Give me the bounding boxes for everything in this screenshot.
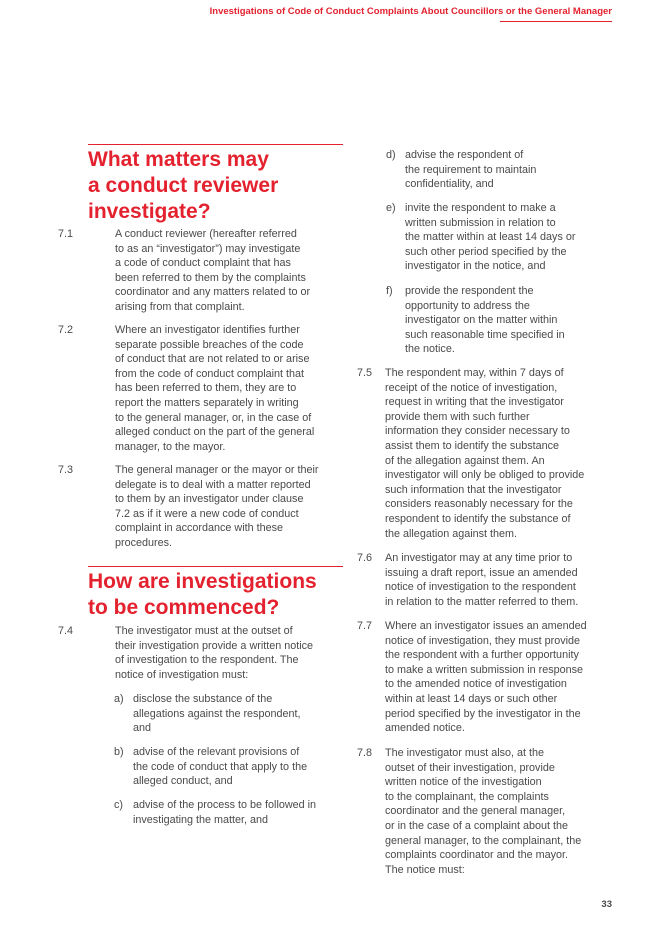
- text-line: procedures.: [115, 536, 173, 549]
- text-line: of conduct that are not related to or arise: [115, 353, 310, 366]
- text-line: the code of conduct that apply to the: [133, 760, 308, 773]
- text-line: complaint in accordance with these: [115, 522, 284, 535]
- text-line: of investigation to the respondent. The: [115, 654, 299, 667]
- text-line: to the complainant, the complaints: [385, 790, 549, 803]
- list-text: [133, 745, 353, 789]
- text-line: investigate?: [88, 200, 211, 223]
- text-line: advise the respondent of: [405, 149, 524, 161]
- clause-text: [385, 746, 625, 877]
- text-line: to as an “investigator”) may investigate: [115, 242, 301, 255]
- text-line: outset of their investigation, provide: [385, 761, 555, 774]
- text-line: confidentiality, and: [405, 178, 494, 191]
- clause-text: [115, 227, 355, 315]
- text-line: delegate is to deal with a matter reported: [115, 478, 311, 491]
- text-line: An investigator may at any time prior to: [385, 552, 573, 564]
- text-line: coordinator and any matters related to or: [115, 286, 311, 299]
- list-text: [405, 201, 630, 274]
- text-line: The notice must:: [385, 863, 465, 876]
- text-line: amended notice.: [385, 722, 465, 735]
- text-line: A conduct reviewer (hereafter referred: [115, 228, 297, 240]
- text-line: the requirement to maintain: [405, 163, 537, 176]
- text-line: the notice.: [405, 343, 455, 356]
- list-text: [405, 148, 630, 192]
- text-line: request in writing that the investigator: [385, 396, 564, 409]
- text-line: The general manager or the mayor or their: [115, 464, 319, 476]
- text-line: written submission in relation to: [405, 216, 556, 229]
- text-line: been referred to them by the complaints: [115, 271, 306, 284]
- text-line: a conduct reviewer: [88, 174, 279, 197]
- text-line: 7.2 as if it were a new code of conduct: [115, 507, 299, 520]
- running-header-rule: [500, 21, 612, 22]
- text-line: provide them with such further: [385, 410, 530, 423]
- clause-text: [385, 366, 625, 541]
- text-line: report the matters separately in writing: [115, 396, 299, 409]
- text-line: Where an investigator identifies further: [115, 324, 300, 336]
- text-line: How are investigations: [88, 570, 317, 593]
- text-line: investigator in the notice, and: [405, 260, 546, 273]
- text-line: such reasonable time specified in: [405, 328, 565, 341]
- text-line: investigator on the matter within: [405, 314, 558, 327]
- clause-text: [115, 323, 355, 454]
- section-heading-matters: [88, 147, 278, 225]
- text-line: respondent to identify the substance of: [385, 512, 571, 525]
- clause-text: [115, 463, 355, 551]
- text-line: their investigation provide a written notice: [115, 639, 314, 652]
- text-line: notice of investigation, they must provide: [385, 634, 581, 647]
- text-line: such other period specified by the: [405, 245, 567, 258]
- text-line: a code of conduct complaint that has: [115, 257, 291, 270]
- text-line: written notice of the investigation: [385, 776, 542, 789]
- text-line: notice of investigation must:: [115, 668, 249, 681]
- list-text: [133, 692, 353, 736]
- text-line: to make a written submission in response: [385, 663, 584, 676]
- text-line: Where an investigator issues an amended: [385, 620, 587, 632]
- text-line: receipt of the notice of investigation,: [385, 381, 558, 394]
- text-line: separate possible breaches of the code: [115, 338, 304, 351]
- text-line: The investigator must at the outset of: [115, 625, 293, 637]
- text-line: considers reasonably necessary for the: [385, 498, 573, 511]
- section-rule: [88, 566, 343, 567]
- text-line: alleged conduct, and: [133, 775, 233, 788]
- text-line: has been referred to them, they are to: [115, 382, 297, 395]
- text-line: alleged conduct on the part of the general: [115, 426, 315, 439]
- clause-number: 7.1: [58, 228, 74, 240]
- text-line: such information that the investigator: [385, 483, 562, 496]
- section-heading-commenced: [88, 569, 317, 621]
- text-line: coordinator and the general manager,: [385, 805, 566, 818]
- text-line: from the code of conduct complaint that: [115, 367, 305, 380]
- clause-number: 7.2: [58, 324, 74, 336]
- running-header: Investigations of Code of Conduct Complaints About Councillors or the General Manager: [209, 6, 612, 17]
- list-marker: d): [386, 149, 396, 161]
- text-line: invite the respondent to make a: [405, 202, 556, 214]
- text-line: investigator will only be obliged to provide: [385, 469, 585, 482]
- text-line: provide the respondent the: [405, 285, 534, 297]
- page-number: 33: [601, 899, 612, 910]
- text-line: the matter within at least 14 days or: [405, 231, 576, 244]
- text-line: notice of investigation to the respondent: [385, 581, 576, 594]
- text-line: complaints coordinator and the mayor.: [385, 849, 569, 862]
- text-line: the respondent with a further opportunity: [385, 649, 579, 662]
- clause-text: [385, 619, 625, 736]
- text-line: allegations against the respondent,: [133, 707, 301, 720]
- list-marker: b): [114, 746, 124, 758]
- text-line: advise of the relevant provisions of: [133, 746, 300, 758]
- text-line: opportunity to address the: [405, 299, 530, 312]
- clause-text: [115, 624, 355, 682]
- text-line: to be commenced?: [88, 596, 280, 619]
- text-line: or in the case of a complaint about the: [385, 819, 569, 832]
- text-line: to the amended notice of investigation: [385, 678, 567, 691]
- clause-number: 7.4: [58, 625, 74, 637]
- list-marker: f): [386, 285, 393, 297]
- text-line: period specified by the investigator in the: [385, 707, 581, 720]
- clause-number: 7.6: [357, 552, 373, 564]
- text-line: The investigator must also, at the: [385, 747, 545, 759]
- clause-number: 7.5: [357, 367, 373, 379]
- text-line: What matters may: [88, 148, 269, 171]
- text-line: in relation to the matter referred to them.: [385, 595, 579, 608]
- text-line: information they consider necessary to: [385, 425, 570, 438]
- text-line: the allegation against them.: [385, 527, 518, 540]
- list-marker: a): [114, 693, 124, 705]
- text-line: disclose the substance of the: [133, 693, 273, 705]
- list-text: [133, 798, 353, 827]
- list-marker: e): [386, 202, 396, 214]
- text-line: issuing a draft report, issue an amended: [385, 566, 578, 579]
- text-line: to them by an investigator under clause: [115, 493, 304, 506]
- text-line: assist them to identify the substance: [385, 439, 560, 452]
- text-line: and: [133, 722, 152, 735]
- text-line: within at least 14 days or such other: [385, 692, 558, 705]
- text-line: to the general manager, or, in the case of: [115, 411, 312, 424]
- list-text: [405, 284, 630, 357]
- list-marker: c): [114, 799, 123, 811]
- text-line: The respondent may, within 7 days of: [385, 367, 564, 379]
- clause-text: [385, 551, 625, 609]
- section-rule: [88, 144, 343, 145]
- text-line: arising from that complaint.: [115, 300, 245, 313]
- text-line: investigating the matter, and: [133, 813, 269, 826]
- clause-number: 7.3: [58, 464, 74, 476]
- clause-number: 7.8: [357, 747, 373, 759]
- text-line: general manager, to the complainant, the: [385, 834, 582, 847]
- text-line: manager, to the mayor.: [115, 440, 226, 453]
- text-line: advise of the process to be followed in: [133, 799, 317, 811]
- clause-number: 7.7: [357, 620, 373, 632]
- text-line: of the allegation against them. An: [385, 454, 545, 467]
